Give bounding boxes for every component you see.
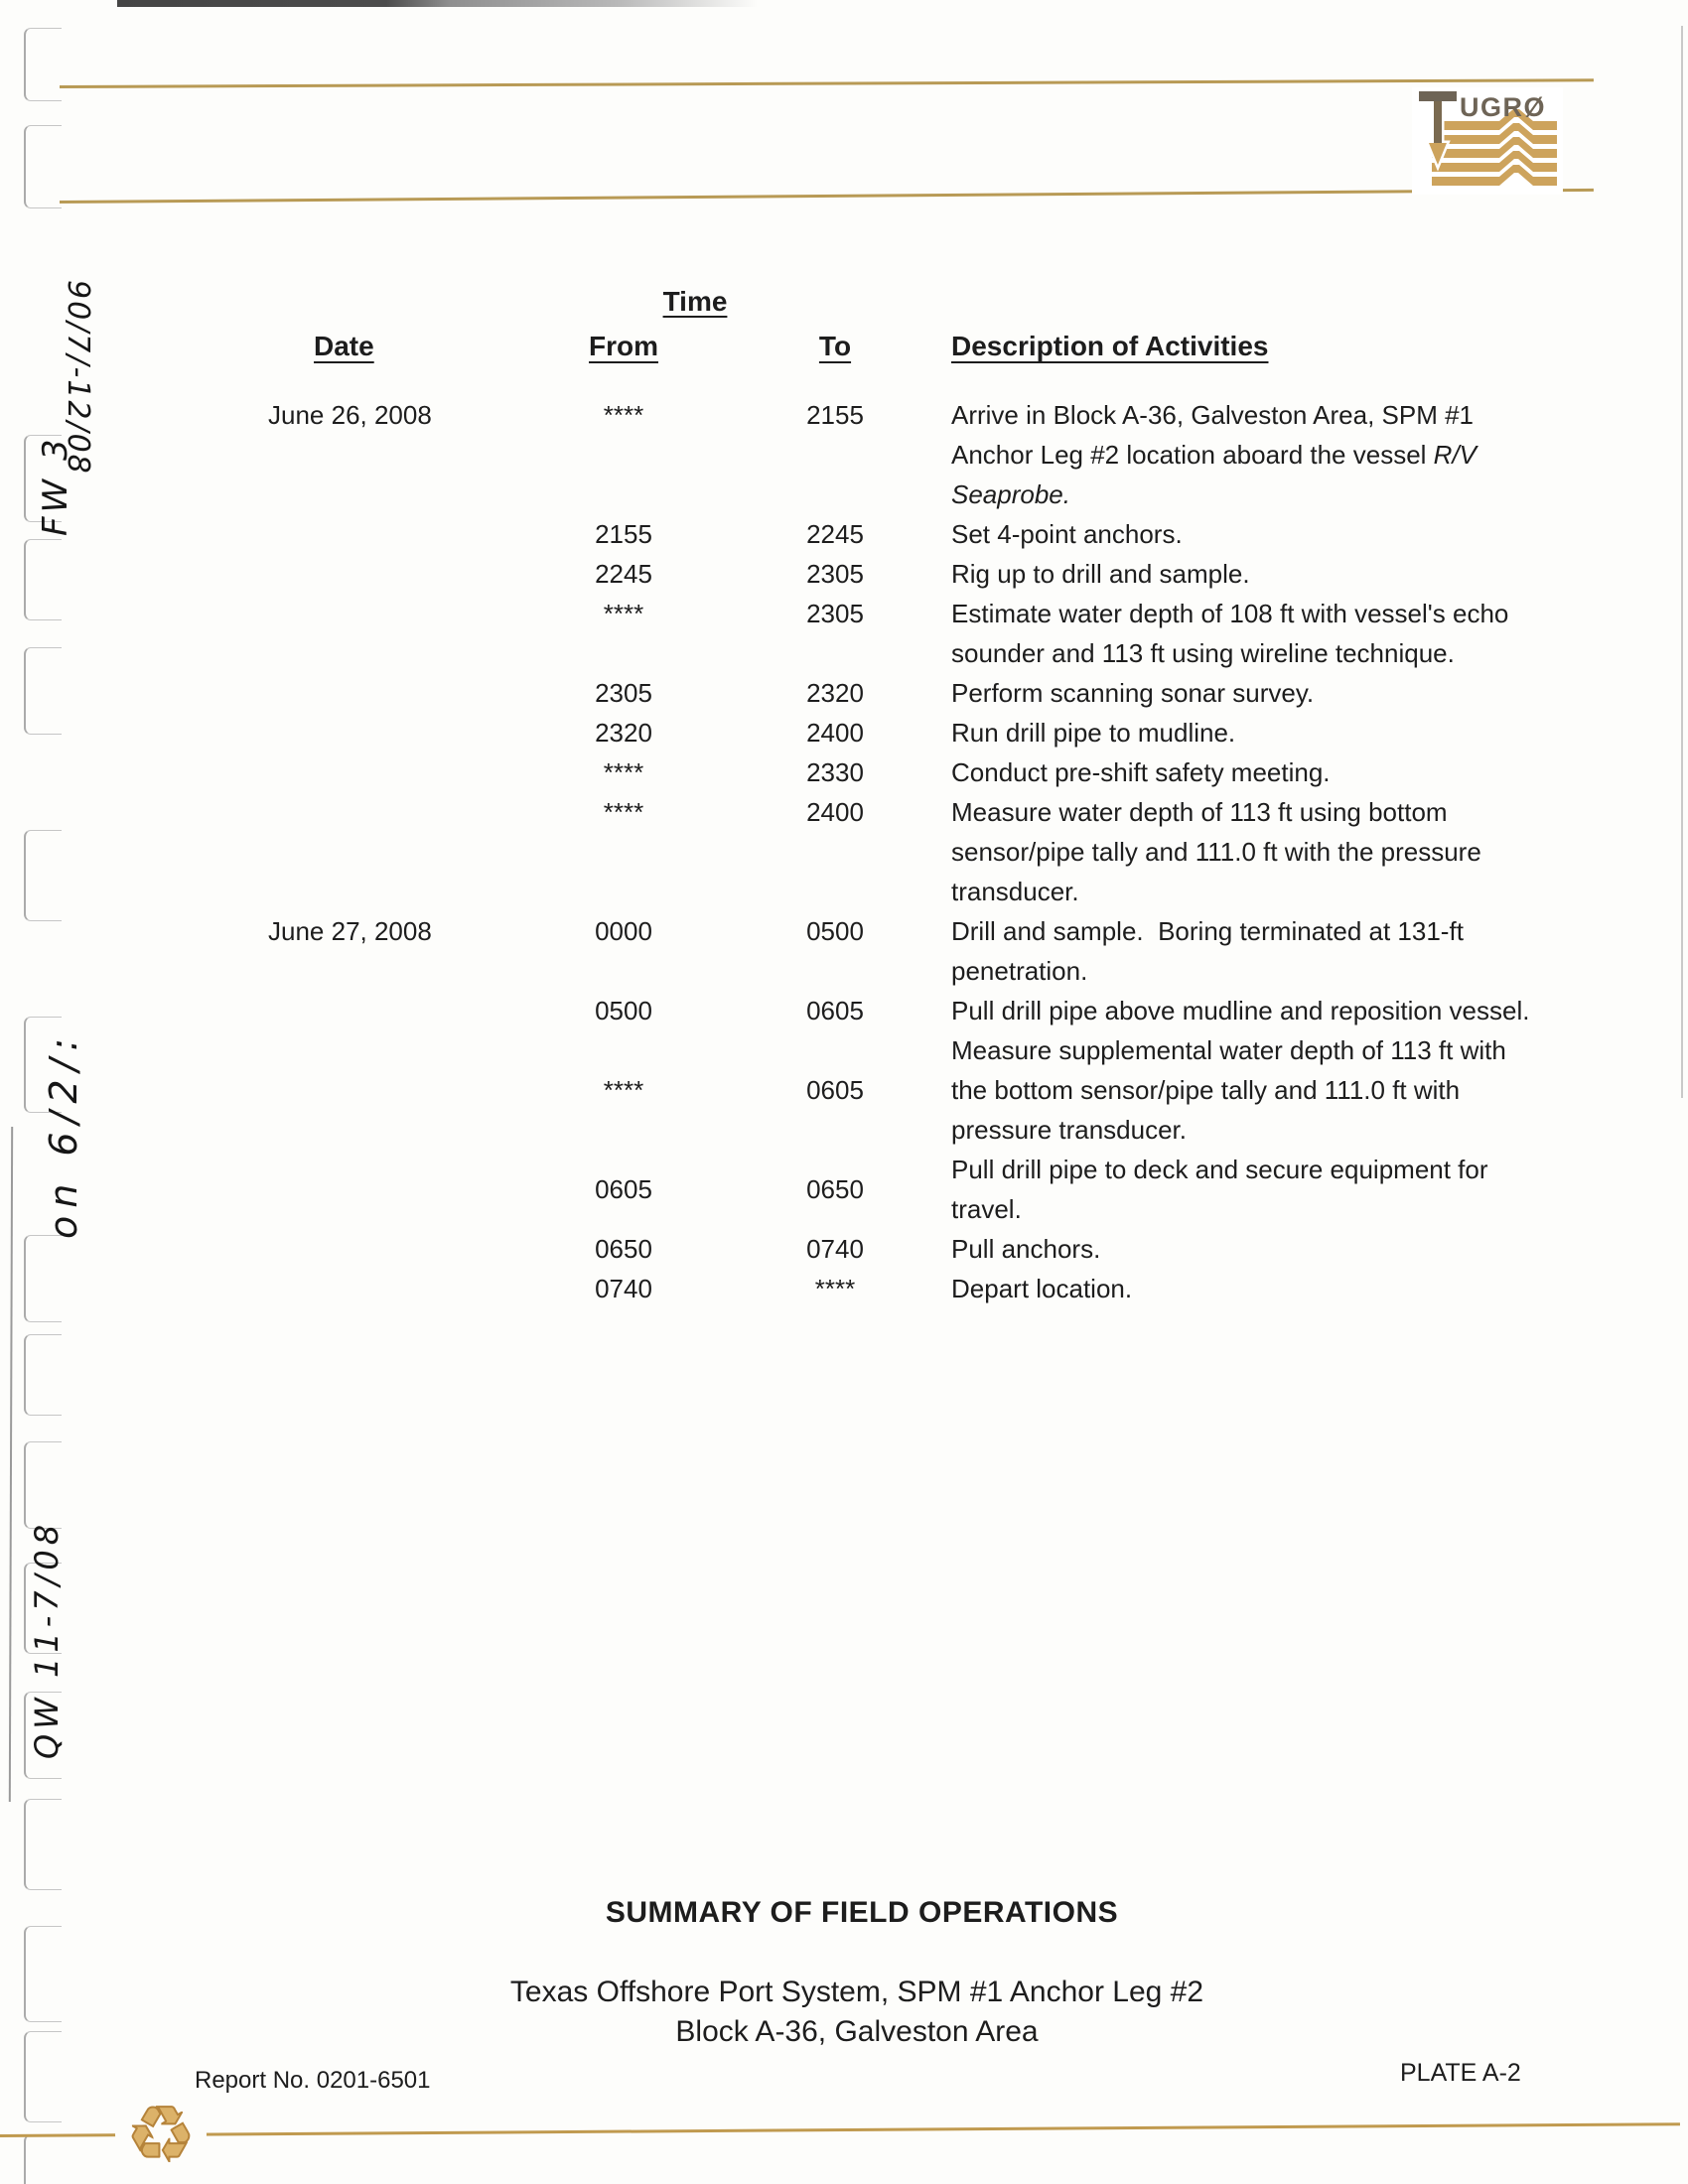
- time-from-cell: ****: [603, 797, 644, 827]
- plate-number: PLATE A-2: [1400, 2059, 1521, 2087]
- table-row: [268, 1229, 1489, 1269]
- binding-hole-artifact: [24, 28, 62, 101]
- scan-edge-line: [117, 0, 758, 7]
- time-to-cell: 2330: [806, 757, 864, 787]
- time-from-cell: ****: [603, 400, 644, 430]
- table-body: [268, 395, 1530, 1308]
- header-rule-bottom: [60, 189, 1594, 204]
- summary-subtitle-line1: Texas Offshore Port System, SPM #1 Anchor Leg #2: [509, 1976, 1204, 2008]
- table-row: [268, 673, 1489, 713]
- time-to-cell: 0605: [806, 996, 864, 1025]
- column-header-date: Date: [314, 331, 374, 361]
- summary-title: SUMMARY OF FIELD OPERATIONS: [605, 1896, 1119, 1929]
- column-header-description: Description of Activities: [951, 331, 1269, 361]
- time-to-cell: 2155: [806, 400, 864, 430]
- time-group-header: Time: [662, 286, 728, 317]
- binding-hole-artifact: [24, 647, 62, 735]
- description-cell: Measure supplemental water depth of 113 ft with the bottom sensor/pipe tally and 111.0 ft with pressure transducer.: [951, 1035, 1506, 1145]
- description-cell: Pull drill pipe above mudline and reposition vessel.: [951, 996, 1530, 1025]
- column-header-from: From: [589, 331, 658, 361]
- time-from-cell: 2305: [595, 678, 652, 708]
- date-cell: June 26, 2008: [268, 400, 432, 430]
- binding-hole-artifact: [24, 1235, 62, 1322]
- table-row: [268, 1269, 1489, 1308]
- description-cell: Measure water depth of 113 ft using bottom sensor/pipe tally and 111.0 ft with the pressure transducer.: [951, 797, 1481, 906]
- binding-hole-artifact: [24, 1334, 62, 1416]
- time-to-cell: 0500: [806, 916, 864, 946]
- binding-hole-artifact: [24, 125, 62, 208]
- table-row: [268, 792, 1489, 911]
- time-to-cell: 0605: [806, 1075, 864, 1105]
- description-cell: Set 4-point anchors.: [951, 519, 1183, 549]
- time-from-cell: 2245: [595, 559, 652, 589]
- time-to-cell: 2320: [806, 678, 864, 708]
- time-from-cell: ****: [603, 757, 644, 787]
- description-cell: Run drill pipe to mudline.: [951, 718, 1236, 748]
- table-row: [268, 594, 1509, 673]
- binding-hole-artifact: [24, 1799, 62, 1890]
- header-rule-top: [60, 78, 1594, 87]
- time-to-cell: 2400: [806, 718, 864, 748]
- fugro-logo-icon: [1412, 87, 1563, 195]
- description-cell: Pull anchors.: [951, 1234, 1101, 1264]
- binding-hole-artifact: [24, 830, 62, 921]
- time-to-cell: 0650: [806, 1174, 864, 1204]
- table-row: [268, 554, 1489, 594]
- handwritten-note: on 6/2/:: [42, 1029, 85, 1239]
- time-from-cell: 0000: [595, 916, 652, 946]
- handwritten-note: FW 3: [36, 435, 75, 536]
- description-cell: Pull drill pipe to deck and secure equipment for travel.: [951, 1155, 1488, 1224]
- table-row: [268, 514, 1489, 554]
- time-to-cell: 0740: [806, 1234, 864, 1264]
- binding-hole-artifact: [24, 539, 62, 620]
- description-cell: Depart location.: [951, 1274, 1133, 1303]
- time-from-cell: 0650: [595, 1234, 652, 1264]
- binding-hole-artifact: [24, 2134, 62, 2184]
- time-from-cell: 0740: [595, 1274, 652, 1303]
- logo-brand-text: UGRØ: [1460, 92, 1546, 122]
- report-number: Report No. 0201-6501: [195, 2067, 431, 2094]
- description-cell: Estimate water depth of 108 ft with vessel's echo sounder and 113 ft using wireline technique.: [951, 599, 1509, 668]
- summary-subtitle-line2: Block A-36, Galveston Area: [675, 2015, 1039, 2048]
- table-row: [268, 911, 1489, 991]
- binding-hole-artifact: [24, 1441, 62, 1529]
- handwritten-note: QW 11-7/08: [28, 1519, 66, 1759]
- time-from-cell: ****: [603, 1075, 644, 1105]
- table-row: [268, 713, 1489, 752]
- time-to-cell: 2305: [806, 599, 864, 628]
- description-cell: Drill and sample. Boring terminated at 131-ft penetration.: [951, 916, 1464, 986]
- table-row: [268, 1030, 1506, 1150]
- time-from-cell: 0500: [595, 996, 652, 1025]
- footer-rule: [0, 2122, 1680, 2136]
- time-from-cell: 0605: [595, 1174, 652, 1204]
- time-to-cell: 2305: [806, 559, 864, 589]
- table-row: [268, 991, 1530, 1030]
- date-cell: June 27, 2008: [268, 916, 432, 946]
- handwritten-note: 90/7/-12/08: [61, 280, 95, 476]
- time-from-cell: 2155: [595, 519, 652, 549]
- table-row: [268, 395, 1489, 514]
- table-header-row: [268, 331, 1489, 362]
- description-cell: Rig up to drill and sample.: [951, 559, 1250, 589]
- recycle-icon: ♻: [115, 2089, 207, 2180]
- time-to-cell: 2400: [806, 797, 864, 827]
- description-cell: Arrive in Block A-36, Galveston Area, SPM #1 Anchor Leg #2 location aboard the vessel R/V Seaprobe.: [951, 400, 1477, 509]
- table-row: [268, 752, 1489, 792]
- description-cell: Conduct pre-shift safety meeting.: [951, 757, 1331, 787]
- time-from-cell: ****: [603, 599, 644, 628]
- table-row: [268, 1150, 1489, 1229]
- time-from-cell: 2320: [595, 718, 652, 748]
- column-header-to: To: [818, 331, 852, 361]
- scan-edge-line: [1681, 26, 1683, 1098]
- margin-pen-line: [9, 1127, 13, 1802]
- time-to-cell: 2245: [806, 519, 864, 549]
- description-cell: Perform scanning sonar survey.: [951, 678, 1315, 708]
- time-to-cell: ****: [814, 1274, 856, 1303]
